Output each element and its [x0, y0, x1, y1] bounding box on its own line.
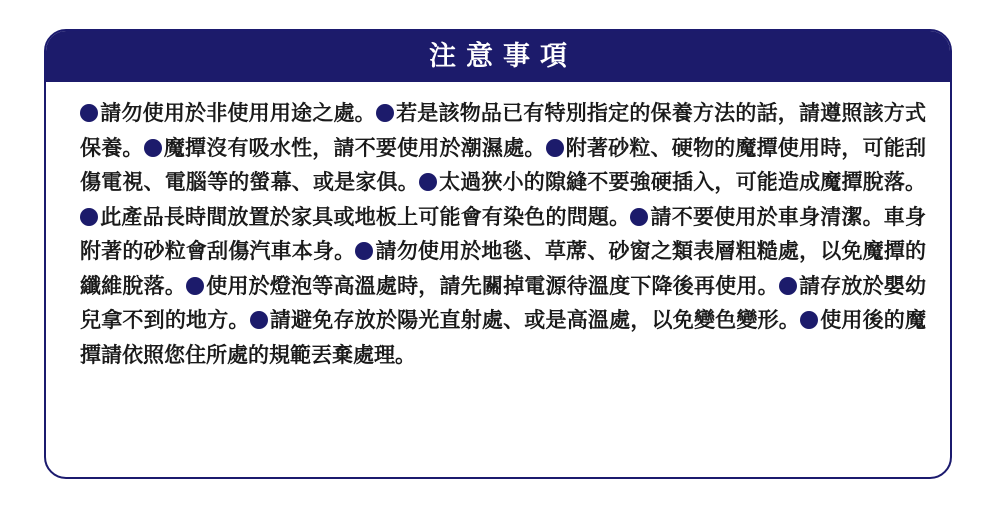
bullet-icon [376, 104, 394, 122]
bullet-icon [546, 139, 564, 157]
notice-item-text: 使用於燈泡等高溫處時，請先關掉電源待溫度下降後再使用。 [206, 273, 779, 298]
bullet-icon [186, 277, 204, 295]
notice-item-text: 請存放於嬰幼兒拿不到的地方。 [80, 273, 927, 332]
bullet-icon [80, 104, 98, 122]
notice-item-text: 請避免存放於陽光直射處、或是高溫處，以免變色變形。 [269, 308, 800, 332]
notice-item-text: 使用後的魔撢請依照您住所處的規範丟棄處理。 [80, 308, 927, 367]
notice-body [46, 82, 950, 372]
notice-item-text: 請不要使用於車身清潔。車身附著的砂粒會刮傷汽車本身。 [80, 204, 927, 263]
notice-card [44, 29, 952, 479]
bullet-icon [355, 242, 373, 260]
notice-title: 注意事項 [429, 41, 577, 72]
notice-item [80, 101, 376, 125]
bullet-icon [250, 311, 268, 329]
notice-item [144, 136, 546, 160]
bullet-icon [779, 277, 797, 295]
notice-item [250, 308, 800, 332]
notice-item [419, 170, 926, 194]
notice-item [186, 274, 779, 298]
notice-item-text: 魔撢沒有吸水性，請不要使用於潮濕處。 [163, 135, 546, 160]
notice-item-text: 若是該物品已有特別指定的保養方法的話，請遵照該方式保養。 [80, 101, 927, 160]
notice-item-text: 請勿使用於地毯、草蓆、砂窗之類表層粗糙處，以免魔撢的纖維脫落。 [80, 239, 927, 298]
notice-item [80, 205, 630, 229]
notice-header [46, 31, 950, 82]
bullet-icon [800, 311, 818, 329]
bullet-icon [419, 173, 437, 191]
bullet-icon [144, 139, 162, 157]
bullet-icon [80, 208, 98, 226]
notice-item-text: 請勿使用於非使用用途之處。 [100, 101, 376, 125]
notice-item-text: 附著砂粒、硬物的魔撢使用時，可能刮傷電視、電腦等的螢幕、或是家俱。 [80, 135, 927, 194]
bullet-icon [630, 208, 648, 226]
notice-item-text: 此產品長時間放置於家具或地板上可能會有染色的問題。 [100, 204, 631, 229]
notice-item-text: 太過狹小的隙縫不要強硬插入，可能造成魔撢脫落。 [438, 170, 927, 194]
